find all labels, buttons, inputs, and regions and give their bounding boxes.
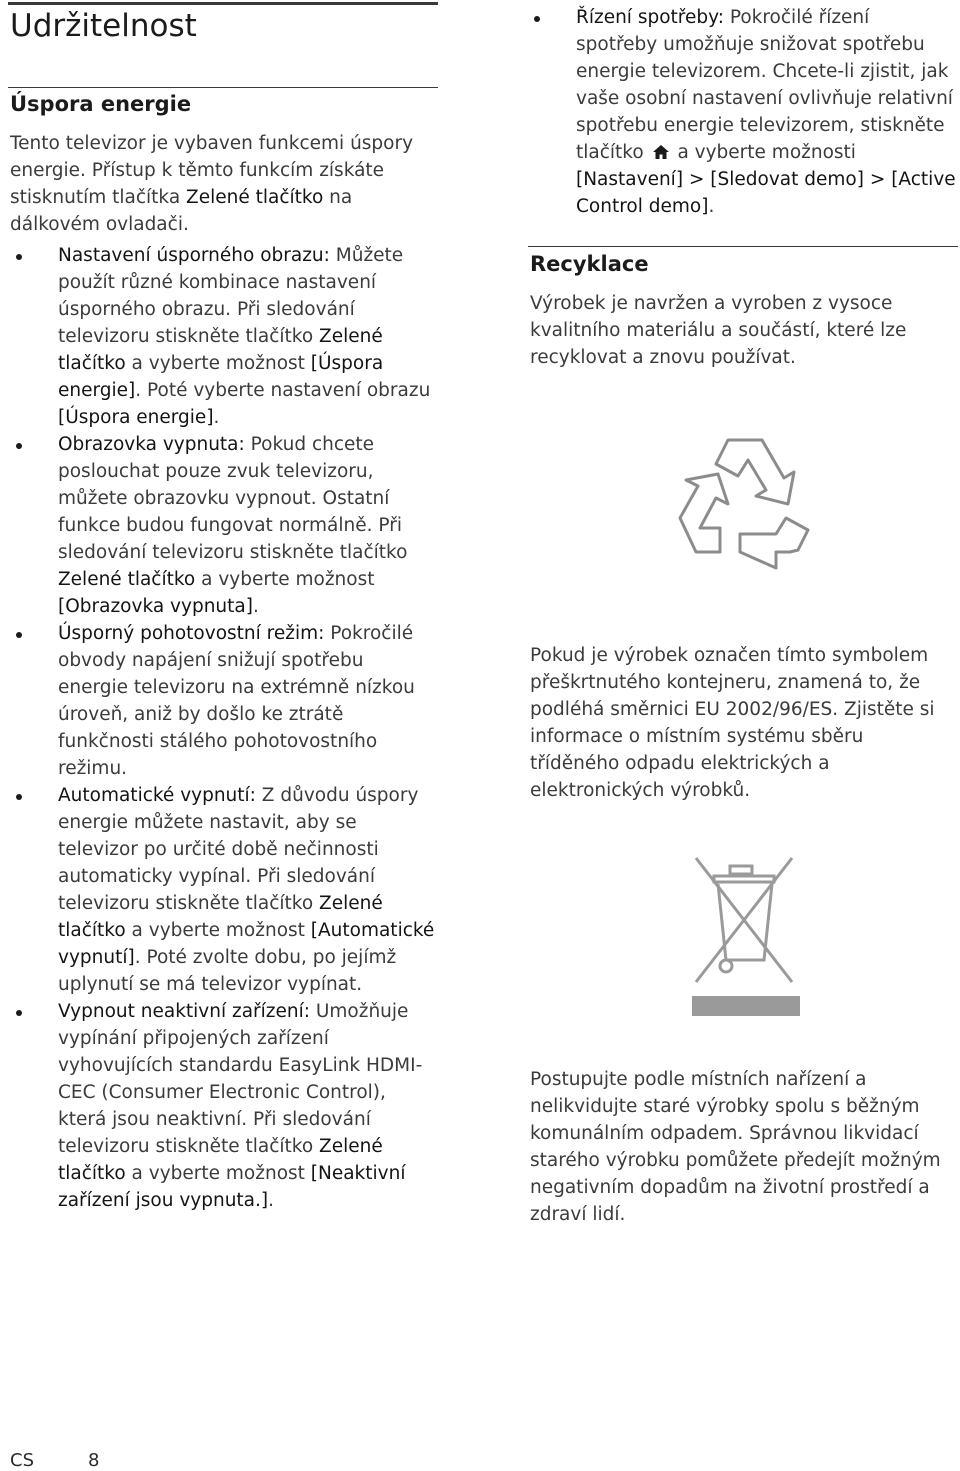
energy-heading: Úspora energie [10,92,192,116]
section-rule [528,246,958,247]
list-item: Automatické vypnutí: Z důvodu úspory energie můžete nastavit, aby se televizor po určité době nečinnosti automaticky vypínal. Při sledování televizoru stiskněte tlačítko Zelené tlačítko a vyberte možnost [Automatické vypnutí]. Poté zvolte dobu, po jejímž uplynutí se má televizor vypínat. [10,782,435,998]
energy-list [10,242,435,1214]
list-item: Obrazovka vypnuta: Pokud chcete poslouchat pouze zvuk televizoru, můžete obrazovku vypnout. Ostatní funkce budou fungovat normálně. Při sledování televizoru stiskněte tlačítko Zelené tlačítko a vyberte možnost [Obrazovka vypnuta]. [10,431,435,620]
list-item: Řízení spotřeby: Pokročilé řízení spotřeby umožňuje snižovat spotřebu energie televizorem. Chcete-li zjistit, jak vaše osobní nastavení ovlivňuje relativní spotřebu energie televizorem, stiskněte tlačítko a vyberte možnosti [Nastavení] > [Sledovat demo] > [Active Control demo]. [528,4,956,220]
crossed-out-bin-icon [688,848,804,1020]
list-item: Vypnout neaktivní zařízení: Umožňuje vypínání připojených zařízení vyhovujících standardu EasyLink HDMI-CEC (Consumer Electronic Control), která jsou neaktivní. Při sledování televizoru stiskněte tlačítko Zelené tlačítko a vyberte možnost [Neaktivní zařízení jsou vypnuta.]. [10,998,435,1214]
footer-language: CS [10,1450,34,1471]
list-item: Nastavení úsporného obrazu: Můžete použít různé kombinace nastavení úsporného obrazu. Při sledování televizoru stiskněte tlačítko Zelené tlačítko a vyberte možnost [Úspora energie]. Poté vyberte nastavení obrazu [Úspora energie]. [10,242,435,431]
section-rule [8,87,438,88]
list-item: Úsporný pohotovostní režim: Pokročilé obvody napájení snižují spotřebu energie televizoru na extrémně nízkou úroveň, aniž by došlo ke ztrátě funkčnosti stálého pohotovostního režimu. [10,620,435,782]
recycling-paragraph-3: Postupujte podle místních nařízení a nelikvidujte staré výrobky spolu s běžným komunálním odpadem. Správnou likvidací starého výrobku pomůžete předejít možným negativním dopadům na životní prostředí a zdraví lidí. [530,1069,941,1225]
title-rule [8,2,438,5]
consumption-list [528,4,956,220]
energy-intro: Tento televizor je vybaven funkcemi úspory energie. Přístup k těmto funkcím získáte stisknutím tlačítka Zelené tlačítko na dálkovém ovladači. [10,133,414,235]
recycling-paragraph-2: Pokud je výrobek označen tímto symbolem přeškrtnutého kontejneru, znamená to, že podléhá směrnici EU 2002/96/ES. Zjistěte si informace o místním systému sběru tříděného odpadu elektrických a elektronických výrobků. [530,645,935,801]
home-icon [652,144,670,160]
recycling-paragraph-1: Výrobek je navržen a vyroben z vysoce kvalitního materiálu a součástí, které lze recyklovat a znovu používat. [530,293,907,368]
recycling-heading: Recyklace [530,252,649,276]
page-title: Udržitelnost [10,8,197,44]
page-number: 8 [88,1450,100,1471]
recycle-icon [676,434,826,572]
